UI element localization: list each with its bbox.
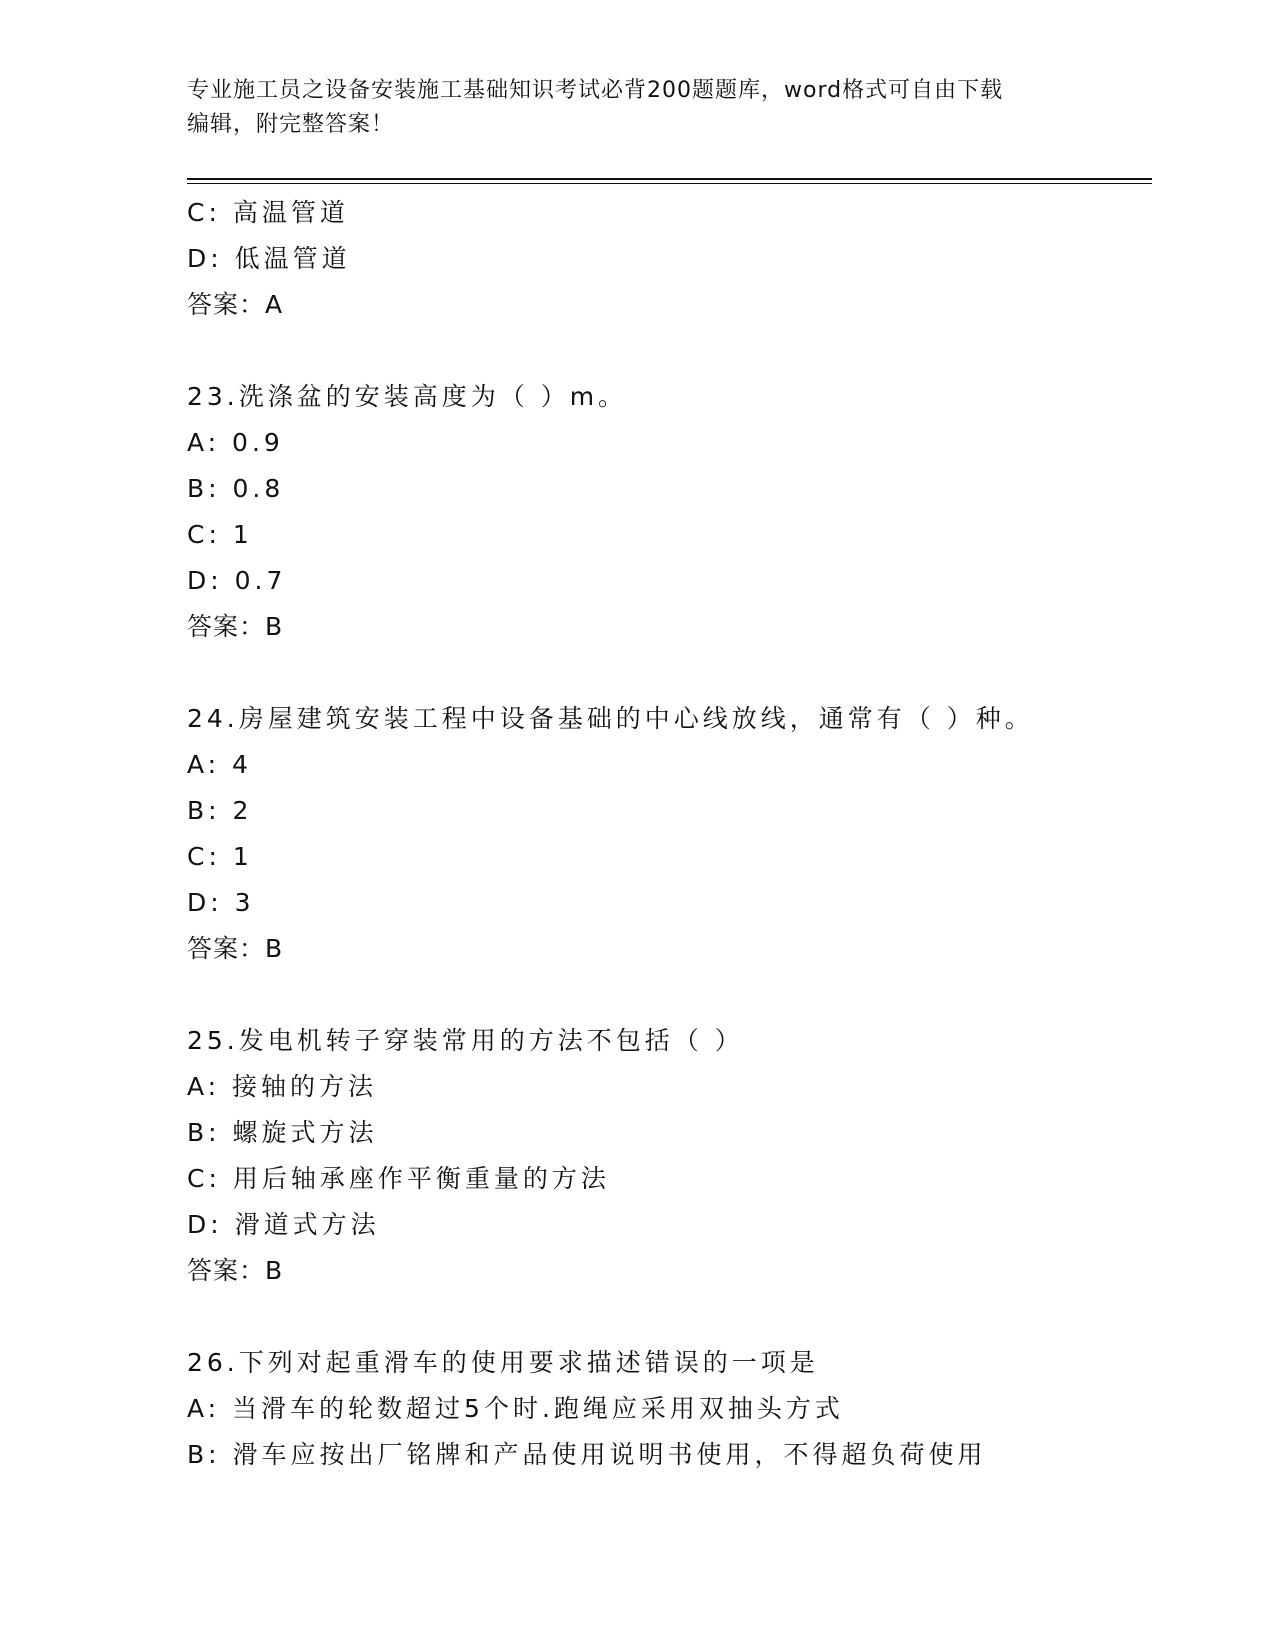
option-a: A: 接轴的方法 [187,1072,378,1101]
question-23 [187,374,1152,650]
question-25 [187,1018,1152,1294]
question-partial [187,190,1152,328]
option-c: C: 高温管道 [187,198,349,227]
question-stem: 23.洗涤盆的安装高度为（ ）m。 [187,382,628,411]
option-a: A: 当滑车的轮数超过5个时.跑绳应采用双抽头方式 [187,1394,844,1423]
option-a: A: 0.9 [187,428,284,457]
option-d: D: 0.7 [187,566,287,595]
question-spacer [187,972,1152,1018]
question-list [187,190,1152,1478]
option-b: B: 0.8 [187,474,285,503]
header-divider-thin [187,183,1152,184]
option-b: B: 2 [187,796,253,825]
question-24 [187,696,1152,972]
option-c: C: 1 [187,842,253,871]
answer-line: 答案：A [187,290,284,319]
option-c: C: 1 [187,520,253,549]
header-title-line-2: 编辑，附完整答案！ [187,112,395,137]
option-d: D: 滑道式方法 [187,1210,380,1239]
option-b: B: 滑车应按出厂铭牌和产品使用说明书使用，不得超负荷使用 [187,1440,987,1469]
header-divider-thick [187,178,1152,180]
option-a: A: 4 [187,750,252,779]
question-spacer [187,650,1152,696]
document-header [187,74,1067,142]
question-stem: 25.发电机转子穿装常用的方法不包括（ ） [187,1026,744,1055]
question-spacer [187,328,1152,374]
option-d: D: 3 [187,888,255,917]
question-stem: 26.下列对起重滑车的使用要求描述错误的一项是 [187,1348,819,1377]
header-title-line-1: 专业施工员之设备安装施工基础知识考试必背200题题库，word格式可自由下载 [187,78,1004,103]
option-d: D: 低温管道 [187,244,351,273]
question-spacer [187,1294,1152,1340]
option-c: C: 用后轴承座作平衡重量的方法 [187,1164,610,1193]
question-stem: 24.房屋建筑安装工程中设备基础的中心线放线，通常有（ ）种。 [187,704,1034,733]
answer-line: 答案：B [187,934,284,963]
answer-line: 答案：B [187,1256,284,1285]
answer-line: 答案：B [187,612,284,641]
option-b: B: 螺旋式方法 [187,1118,378,1147]
question-26 [187,1340,1152,1478]
